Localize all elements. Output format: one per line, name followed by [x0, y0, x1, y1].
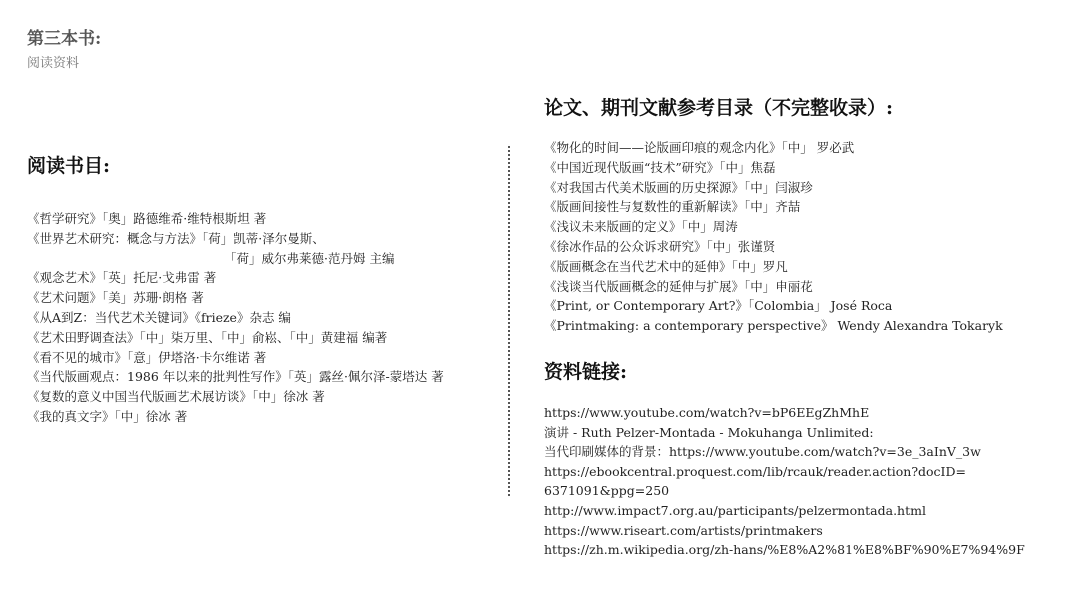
reference-item: 《Print, or Contemporary Art?》「Colombia」 José Roca: [544, 298, 893, 314]
reading-list-item: 《哲学研究》「奥」路德维希·维特根斯坦 著: [27, 211, 267, 226]
link-item: https://www.youtube.com/watch?v=bP6EEgZhMhE: [544, 405, 870, 420]
reading-list-item: 《艺术田野调查法》「中」柒万里、「中」俞崧、「中」黄建福 编著: [27, 329, 388, 345]
link-item: 当代印刷媒体的背景：https://www.youtube.com/watch?v=3e_3aInV_3w: [544, 444, 981, 460]
references-title: 论文、期刊文献参考目录（不完整收录）:: [544, 97, 894, 119]
reading-list-item: 「荷」威尔弗莱德·范丹姆 主编: [224, 250, 395, 266]
page-subtitle: 阅读资料: [27, 56, 80, 71]
reading-list-item: 《艺术问题》「美」苏珊·朗格 著: [27, 290, 204, 306]
links-title: 资料链接:: [544, 361, 628, 383]
reading-list-item: 《观念艺术》「英」托尼·戈弗雷 著: [27, 270, 217, 286]
reference-item: 《中国近现代版画“技术”研究》「中」焦磊: [544, 159, 776, 175]
reading-list-item: 《世界艺术研究：概念与方法》「荷」凯蒂·泽尔曼斯、: [27, 230, 325, 246]
reading-list-item: 《当代版画观点：1986 年以来的批判性写作》「英」露丝·佩尔泽-蒙塔达 著: [27, 369, 444, 385]
link-item: 6371091&ppg=250: [544, 483, 670, 499]
link-item: https://zh.m.wikipedia.org/zh-hans/%E8%A2%81%E8%BF%90%E7%94%9F: [544, 542, 1025, 558]
reading-list-item: 《从A到Z：当代艺术关键词》《frieze》杂志 编: [27, 309, 291, 325]
link-item: https://www.riseart.com/artists/printmakers: [544, 522, 823, 538]
column-divider: [508, 146, 510, 496]
reference-item: 《版画间接性与复数性的重新解读》「中」齐喆: [544, 199, 801, 215]
link-item: http://www.impact7.org.au/participants/pelzermontada.html: [544, 502, 926, 518]
reading-list-item: 《我的真文字》「中」徐冰 著: [27, 408, 188, 424]
references-list: [544, 138, 1003, 336]
link-item: 演讲 - Ruth Pelzer-Montada - Mokuhanga Unlimited:: [544, 424, 874, 440]
reading-list: [27, 209, 444, 427]
reference-item: 《徐冰作品的公众诉求研究》「中」张谨贤: [544, 238, 776, 254]
reference-item: 《Printmaking: a contemporary perspective》 Wendy Alexandra Tokaryk: [544, 318, 1003, 334]
reference-item: 《对我国古代美术版画的历史探源》「中」闫淑珍: [544, 179, 813, 195]
link-item: https://ebookcentral.proquest.com/lib/rcauk/reader.action?docID=: [544, 463, 966, 479]
reading-list-title: 阅读书目:: [27, 155, 111, 177]
page-title: 第三本书:: [27, 29, 102, 49]
links-list: [544, 403, 1025, 560]
reference-item: 《版画概念在当代艺术中的延伸》「中」罗凡: [544, 258, 788, 274]
reading-list-item: 《复数的意义中国当代版画艺术展访谈》「中」徐冰 著: [27, 389, 325, 405]
reference-item: 《浅谈当代版画概念的延伸与扩展》「中」申丽花: [544, 278, 813, 294]
reading-list-item: 《看不见的城市》「意」伊塔洛·卡尔维诺 著: [27, 349, 267, 365]
reference-item: 《物化的时间——论版画印痕的观念内化》「中」 罗必武: [544, 140, 855, 155]
reference-item: 《浅议未来版画的定义》「中」周涛: [544, 219, 738, 235]
